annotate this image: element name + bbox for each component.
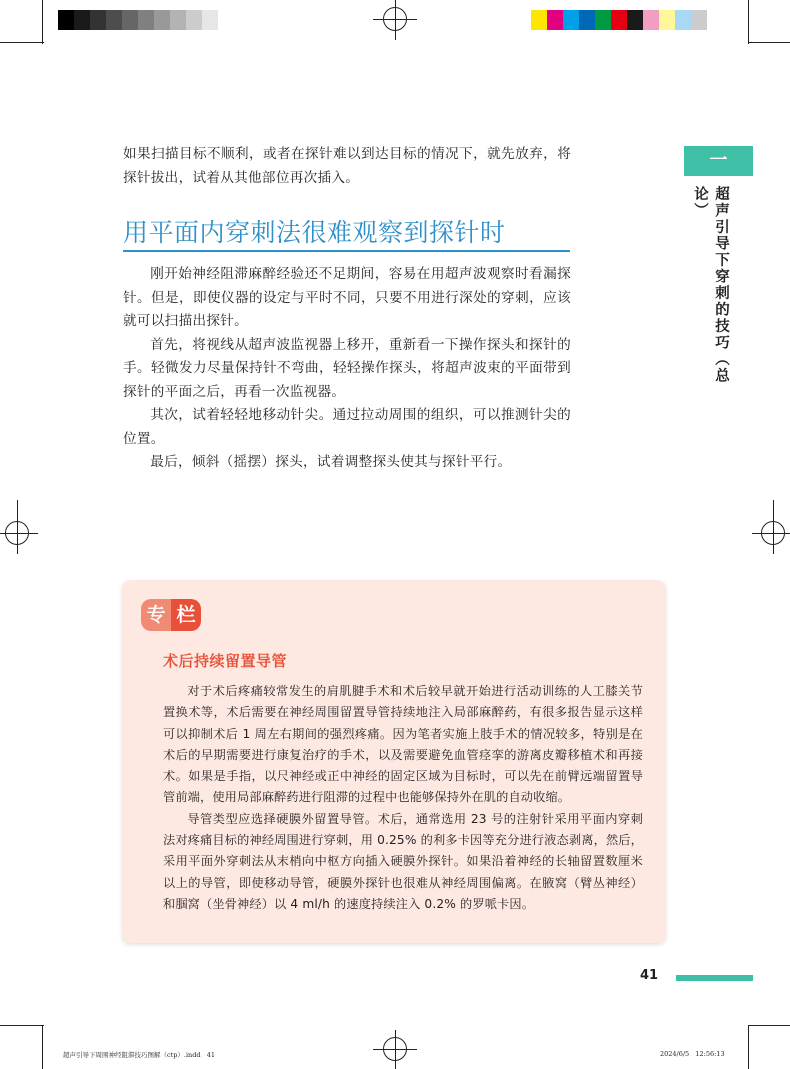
intro-text: 如果扫描目标不顺利，或者在探针难以到达目标的情况下，就先放弃，将探针拔出，试着从其他部位再次插入。 [123,146,571,186]
page-number-bar [676,975,753,981]
color-swatch [186,10,202,30]
page-number: 41 [640,968,659,983]
column-body [163,681,643,915]
color-swatch [58,10,74,30]
color-swatch [595,10,611,30]
color-swatch [531,10,547,30]
color-swatch [627,10,643,30]
color-swatch [563,10,579,30]
column-paragraph: 对于术后疼痛较常发生的肩肌腱手术和术后较早就开始进行活动训练的人工膝关节置换术等，术后需要在神经周围留置导管持续地注入局部麻醉药，有很多报告显示这样可以抑制术后 1 周左右期间的强烈疼痛。因为笔者实施上肢手术的情况较多，特别是在术后的早期需要进行康复治疗的手术，以及需要避免血管痉挛的游离皮瓣移植术和再接术。如果是手指，以尺神经或正中神经的固定区域为目标时，可以先在前臂远端留置导管前端，使用局部麻醉药进行阻滞的过程中也能够保持外在肌的自动收缩。 [163,684,643,805]
section-paragraph: 刚开始神经阻滞麻醉经验还不足期间，容易在用超声波观察时看漏探针。但是，即使仪器的设定与平时不同，只要不用进行深处的穿刺，应该就可以扫描出探针。 [123,266,571,329]
column-badge-first: 专 [141,599,171,631]
color-swatch [154,10,170,30]
color-swatch [170,10,186,30]
color-swatch [675,10,691,30]
section-paragraph: 首先，将视线从超声波监视器上移开，重新看一下操作探头和探针的手。轻微发力尽量保持针不弯曲，轻轻操作探头，将超声波束的平面带到探针的平面之后，再看一次监视器。 [123,336,571,400]
column-title: 术后持续留置导管 [163,652,288,670]
side-tab-marker [684,146,753,176]
color-swatch [547,10,563,30]
color-swatch [202,10,218,30]
footer-timestamp: 2024/6/5 12:56:13 [660,1050,725,1058]
section-body [123,263,571,475]
side-tab-label: 超声引导下穿刺的技巧（总论） [692,186,729,384]
grayscale-color-bar [58,10,218,30]
section-heading-text: 用平面内穿刺法很难观察到探针时 [123,218,506,247]
color-swatch [579,10,595,30]
section-paragraph: 其次，试着轻轻地移动针尖。通过拉动周围的组织，可以推测针尖的位置。 [123,407,571,447]
column-badge-second: 栏 [171,599,201,631]
color-swatch [138,10,154,30]
section-paragraph: 最后，倾斜（摇摆）探头，试着调整探头使其与探针平行。 [150,454,512,470]
color-swatch [643,10,659,30]
color-swatch [122,10,138,30]
section-heading-underline [123,250,570,252]
intro-paragraph [123,143,571,190]
column-box [122,580,666,943]
footer-file-name: 超声引导下周围神经阻滞技巧图解（ctp）.indd 41 [63,1051,216,1059]
color-swatch [611,10,627,30]
color-swatch [691,10,707,30]
column-paragraph: 导管类型应选择硬膜外留置导管。术后，通常选用 23 号的注射针采用平面内穿刺法对疼痛目标的神经周围进行穿刺，用 0.25% 的利多卡因等充分进行液态剥离，然后，采用平面外穿刺法从末梢向中枢方向插入硬膜外探针。如果沿着神经的长轴留置数厘米以上的导管，即使移动导管，硬膜外探针也很难从神经周围偏离。在腋窝（臂丛神经）和腘窝（坐骨神经）以 4 ml/h 的速度持续注入 0.2% 的罗哌卡因。 [163,811,643,911]
color-swatch [74,10,90,30]
color-swatch [659,10,675,30]
color-swatch [90,10,106,30]
section-heading [123,216,570,252]
process-color-bar [531,10,707,30]
side-tab-number: 一 [709,150,728,171]
column-badge [141,599,201,631]
color-swatch [106,10,122,30]
